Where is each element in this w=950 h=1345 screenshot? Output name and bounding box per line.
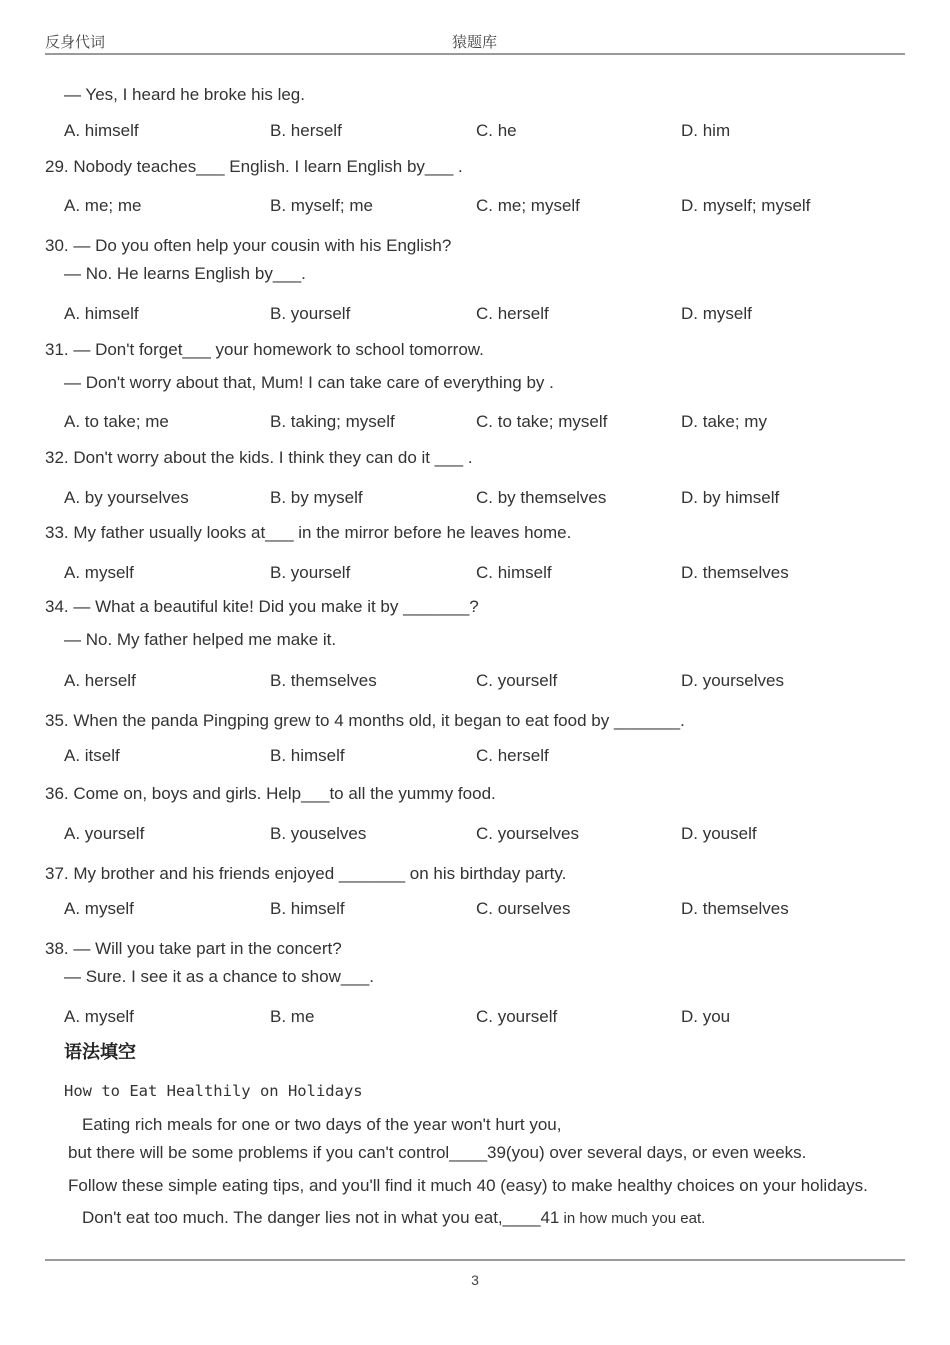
option-b: B. himself [270,746,345,765]
option-a: A. himself [64,304,139,323]
header-topic: 反身代词 [45,34,106,51]
option-c: C. herself [476,746,549,765]
option-d: D. you [681,1007,731,1026]
option-b: B. myself; me [270,196,373,215]
option-b: B. by myself [270,488,363,507]
passage-paragraph [82,1208,705,1228]
question-34-stem: 34. — What a beautiful kite! Did you make it by _______? [45,597,479,616]
question-36-stem: 36. Come on, boys and girls. Help___to all the yummy food. [45,784,496,803]
passage-title: How to Eat Healthily on Holidays [64,1082,363,1100]
option-a: A. himself [64,121,139,140]
question-31-stem: 31. — Don't forget___ your homework to school tomorrow. [45,340,484,359]
question-30-reply: — No. He learns English by___. [64,264,306,283]
option-a: A. yourself [64,824,145,843]
option-c: C. to take; myself [476,412,608,431]
option-c: C. me; myself [476,196,580,215]
option-c: C. herself [476,304,549,323]
option-d: D. by himself [681,488,780,507]
option-b: B. yourself [270,304,351,323]
question-35-stem: 35. When the panda Pingping grew to 4 months old, it began to eat food by _______. [45,711,685,730]
option-c: C. he [476,121,517,140]
question-38-reply: — Sure. I see it as a chance to show___. [64,967,374,986]
option-d: D. themselves [681,563,789,582]
question-31-reply: — Don't worry about that, Mum! I can take care of everything by . [64,373,554,392]
option-c: C. ourselves [476,899,571,918]
option-c: C. himself [476,563,552,582]
option-d: D. youself [681,824,757,843]
option-a: A. myself [64,899,134,918]
option-c: C. yourself [476,1007,558,1026]
option-b: B. himself [270,899,345,918]
question-33-stem: 33. My father usually looks at___ in the mirror before he leaves home. [45,523,572,542]
option-a: A. me; me [64,196,142,215]
option-a: A. to take; me [64,412,169,431]
passage-paragraph: Eating rich meals for one or two days of the year won't hurt you, [82,1115,562,1134]
passage-paragraph: but there will be some problems if you can't control____39(you) over several days, or even weeks. [68,1143,807,1162]
section-title: 语法填空 [64,1042,136,1062]
question-34-reply: — No. My father helped me make it. [64,630,337,649]
question-38-stem: 38. — Will you take part in the concert? [45,939,342,958]
option-d: D. themselves [681,899,789,918]
page-number: 3 [471,1272,479,1288]
option-a: A. herself [64,671,136,690]
option-b: B. themselves [270,671,377,690]
question-37-stem: 37. My brother and his friends enjoyed _______ on his birthday party. [45,864,567,883]
option-d: D. yourselves [681,671,784,690]
option-c: C. yourself [476,671,558,690]
option-b: B. me [270,1007,315,1026]
option-a: A. myself [64,563,134,582]
option-a: A. itself [64,746,120,765]
passage-text: in how much you eat. [559,1210,706,1227]
question-line: — Yes, I heard he broke his leg. [64,85,305,104]
option-a: A. by yourselves [64,488,189,507]
footer-divider [45,1259,905,1261]
option-d: D. myself [681,304,752,323]
question-29-stem: 29. Nobody teaches___ English. I learn English by___ . [45,157,463,176]
page-header [45,31,905,55]
option-d: D. him [681,121,731,140]
option-d: D. take; my [681,412,767,431]
passage-paragraph: Follow these simple eating tips, and you'll find it much 40 (easy) to make healthy choices on your holidays. [68,1176,868,1195]
option-b: B. herself [270,121,342,140]
passage-text: Don't eat too much. The danger lies not in what you eat,____41 [82,1208,560,1227]
question-30-stem: 30. — Do you often help your cousin with his English? [45,236,452,255]
option-b: B. yourself [270,563,351,582]
option-b: B. youselves [270,824,367,843]
option-c: C. yourselves [476,824,579,843]
option-d: D. myself; myself [681,196,811,215]
option-a: A. myself [64,1007,134,1026]
option-c: C. by themselves [476,488,607,507]
header-brand: 猿题库 [452,34,498,51]
option-b: B. taking; myself [270,412,395,431]
question-32-stem: 32. Don't worry about the kids. I think they can do it ___ . [45,448,473,467]
